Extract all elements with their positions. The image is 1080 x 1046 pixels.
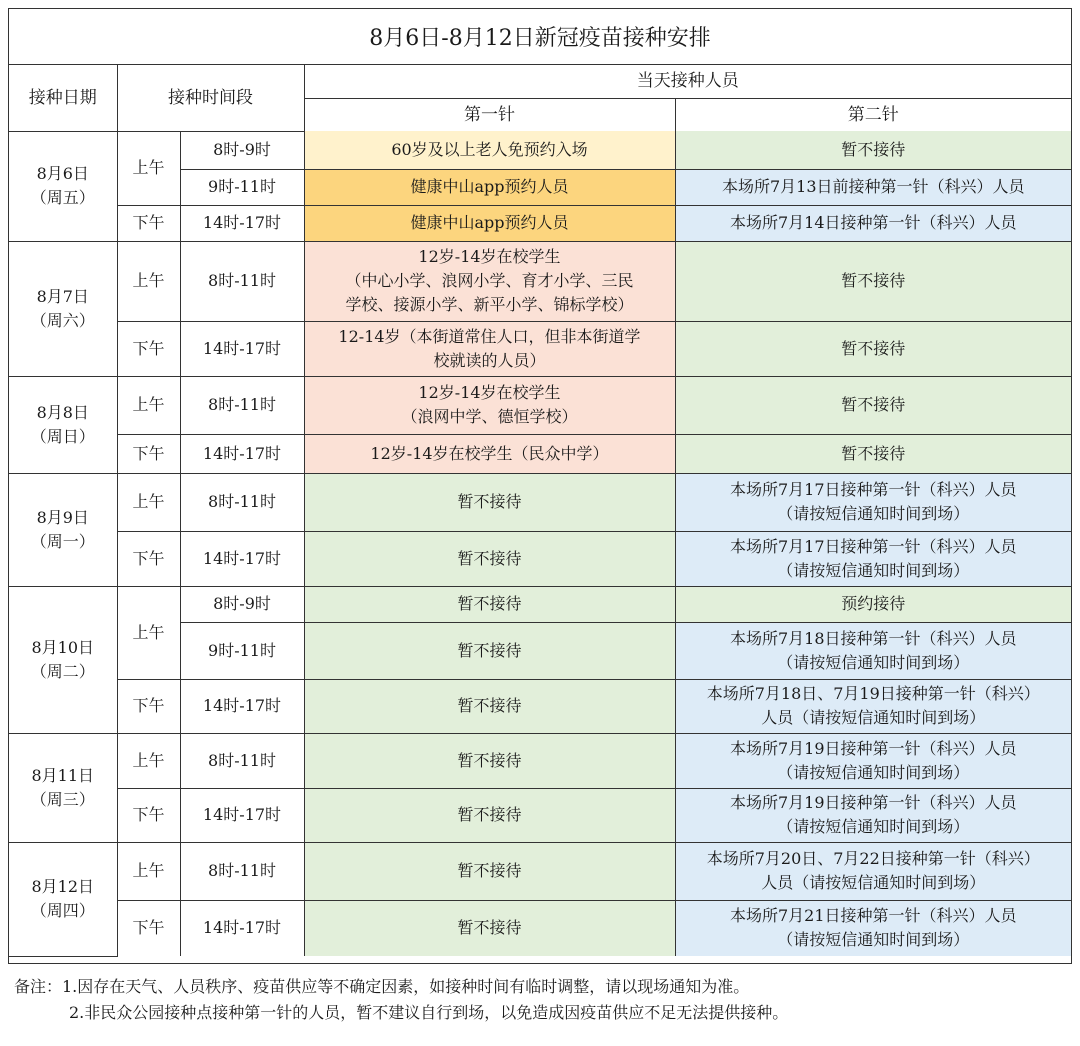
dose2-line: （请按短信通知时间到场） — [777, 930, 970, 950]
date-cell — [9, 376, 117, 473]
dose1-cell — [304, 131, 675, 169]
dose1-line: 校就读的人员） — [433, 350, 546, 370]
date-line: （周六） — [30, 310, 95, 330]
dose2-line: 暂不接待 — [841, 395, 906, 414]
dose2-cell — [675, 241, 1071, 321]
dose1-line: 暂不接待 — [457, 805, 522, 824]
note-line-2: 2.非民众公园接种点接种第一针的人员，暂不建议自行到场，以免造成因疫苗供应不足无法提供接种。 — [69, 1003, 789, 1022]
date-line: （周一） — [30, 531, 95, 551]
ampm-cell: 下午 — [117, 788, 180, 842]
dose2-line: 本场所7月19日接种第一针（科兴）人员 — [729, 793, 1017, 812]
page-title: 8月6日-8月12日新冠疫苗接种安排 — [9, 9, 1071, 65]
dose2-line: 人员（请按短信通知时间到场） — [761, 708, 986, 727]
dose2-cell — [675, 733, 1071, 788]
dose2-cell — [675, 900, 1071, 956]
dose2-line: （请按短信通知时间到场） — [777, 817, 970, 836]
dose1-cell — [304, 205, 675, 241]
dose1-line: 暂不接待 — [457, 492, 522, 511]
header-date: 接种日期 — [9, 65, 117, 131]
time-cell: 9时-11时 — [180, 622, 304, 679]
date-line: （周三） — [30, 789, 95, 809]
dose2-line: （请按短信通知时间到场） — [777, 652, 970, 672]
dose2-line: 人员（请按短信通知时间到场） — [761, 873, 986, 892]
ampm-cell: 上午 — [117, 842, 180, 900]
time-cell: 8时-11时 — [180, 473, 304, 531]
ampm-cell: 上午 — [117, 131, 180, 205]
dose2-line: 本场所7月14日接种第一针（科兴）人员 — [729, 213, 1017, 232]
note-line-1: 备注：1.因存在天气、人员秩序、疫苗供应等不确定因素，如接种时间有临时调整，请以现场通知为准。 — [14, 977, 750, 996]
dose2-line: 预约接待 — [841, 594, 906, 613]
date-line: 8月7日 — [36, 286, 89, 306]
ampm-cell: 上午 — [117, 241, 180, 321]
dose1-cell — [304, 376, 675, 434]
time-cell: 8时-9时 — [180, 586, 304, 622]
dose1-cell — [304, 321, 675, 376]
dose1-line: 暂不接待 — [457, 696, 522, 715]
time-cell: 14时-17时 — [180, 900, 304, 956]
dose2-line: 本场所7月18日接种第一针（科兴）人员 — [729, 628, 1017, 648]
dose1-line: 学校、接源小学、新平小学、锦标学校） — [345, 295, 634, 314]
dose2-line: 暂不接待 — [841, 443, 906, 463]
dose1-line: 12岁-14岁在校学生 — [418, 383, 561, 402]
date-cell — [9, 473, 117, 586]
ampm-cell: 上午 — [117, 376, 180, 434]
dose2-line: 暂不接待 — [841, 338, 906, 358]
header-dose1: 第一针 — [304, 98, 675, 131]
date-line: （周五） — [30, 188, 95, 207]
table-row — [9, 376, 1071, 434]
table-row — [9, 733, 1071, 788]
ampm-cell: 下午 — [117, 205, 180, 241]
dose2-cell — [675, 842, 1071, 900]
ampm-cell: 下午 — [117, 321, 180, 376]
notes — [14, 974, 788, 1026]
dose2-cell — [675, 622, 1071, 679]
dose2-line: 本场所7月13日前接种第一针（科兴）人员 — [721, 177, 1025, 196]
dose1-cell — [304, 241, 675, 321]
time-cell: 8时-11时 — [180, 733, 304, 788]
dose1-cell — [304, 900, 675, 956]
dose1-line: 暂不接待 — [457, 548, 522, 568]
time-cell: 8时-11时 — [180, 376, 304, 434]
date-line: 8月12日 — [31, 877, 95, 896]
table-row — [9, 131, 1071, 169]
time-cell: 14时-17时 — [180, 321, 304, 376]
table-row — [9, 473, 1071, 531]
dose2-line: 本场所7月18日、7月19日接种第一针（科兴） — [706, 684, 1040, 703]
date-line: （周日） — [30, 426, 95, 446]
ampm-cell: 下午 — [117, 679, 180, 733]
dose2-cell — [675, 586, 1071, 622]
time-cell: 8时-11时 — [180, 842, 304, 900]
dose2-line: 暂不接待 — [841, 271, 906, 290]
dose2-cell — [675, 434, 1071, 473]
dose2-cell — [675, 473, 1071, 531]
schedule-table — [9, 65, 1071, 957]
schedule-frame — [8, 8, 1072, 964]
dose2-cell — [675, 679, 1071, 733]
dose1-line: （中心小学、浪网小学、育才小学、三民 — [345, 271, 634, 290]
dose2-cell — [675, 169, 1071, 205]
date-line: 8月11日 — [31, 765, 95, 785]
dose1-cell — [304, 586, 675, 622]
dose1-line: 暂不接待 — [457, 640, 522, 660]
dose2-line: 本场所7月17日接种第一针（科兴）人员 — [729, 480, 1017, 499]
header-period: 接种时间段 — [117, 65, 304, 131]
ampm-cell: 上午 — [117, 733, 180, 788]
header-dose2: 第二针 — [675, 98, 1071, 131]
dose1-cell — [304, 169, 675, 205]
dose2-cell — [675, 321, 1071, 376]
table-row — [9, 205, 1071, 241]
dose2-line: 本场所7月20日、7月22日接种第一针（科兴） — [706, 849, 1040, 868]
dose1-line: 12-14岁（本街道常住人口，但非本街道学 — [338, 326, 641, 346]
dose2-cell — [675, 131, 1071, 169]
header-people: 当天接种人员 — [304, 65, 1071, 98]
table-row — [9, 531, 1071, 586]
table-row — [9, 321, 1071, 376]
date-line: 8月10日 — [31, 637, 95, 657]
date-line: 8月8日 — [36, 402, 89, 422]
dose2-cell — [675, 788, 1071, 842]
dose2-line: （请按短信通知时间到场） — [777, 762, 970, 782]
dose1-line: 健康中山app预约人员 — [410, 177, 569, 196]
ampm-cell: 下午 — [117, 900, 180, 956]
table-row — [9, 586, 1071, 622]
table-row — [9, 842, 1071, 900]
table-row — [9, 679, 1071, 733]
date-line: （周二） — [30, 661, 95, 681]
dose1-line: 60岁及以上老人免预约入场 — [391, 139, 588, 159]
date-line: 8月9日 — [36, 507, 89, 527]
dose2-cell — [675, 531, 1071, 586]
dose1-line: 暂不接待 — [457, 861, 522, 880]
time-cell: 9时-11时 — [180, 169, 304, 205]
date-cell — [9, 131, 117, 241]
ampm-cell: 上午 — [117, 586, 180, 679]
dose1-line: 健康中山app预约人员 — [410, 213, 569, 232]
time-cell: 14时-17时 — [180, 788, 304, 842]
table-row — [9, 788, 1071, 842]
dose1-line: 12岁-14岁在校学生 — [418, 247, 561, 266]
time-cell: 8时-11时 — [180, 241, 304, 321]
dose1-cell — [304, 531, 675, 586]
dose1-line: （浪网中学、德恒学校） — [401, 407, 578, 426]
time-cell: 14时-17时 — [180, 679, 304, 733]
dose1-line: 暂不接待 — [457, 594, 522, 613]
dose1-line: 暂不接待 — [457, 750, 522, 770]
dose1-cell — [304, 622, 675, 679]
dose2-line: 本场所7月17日接种第一针（科兴）人员 — [729, 536, 1017, 556]
date-cell — [9, 842, 117, 956]
dose1-line: 暂不接待 — [457, 918, 522, 938]
time-cell: 14时-17时 — [180, 434, 304, 473]
dose2-line: 本场所7月21日接种第一针（科兴）人员 — [729, 906, 1017, 926]
dose2-line: 暂不接待 — [841, 139, 906, 159]
date-line: （周四） — [30, 901, 95, 920]
dose1-cell — [304, 788, 675, 842]
dose2-line: （请按短信通知时间到场） — [777, 504, 970, 523]
schedule-body — [9, 131, 1071, 956]
dose1-cell — [304, 679, 675, 733]
date-cell — [9, 241, 117, 376]
dose1-cell — [304, 434, 675, 473]
dose2-cell — [675, 376, 1071, 434]
time-cell: 14时-17时 — [180, 531, 304, 586]
ampm-cell: 下午 — [117, 531, 180, 586]
dose1-line: 12岁-14岁在校学生（民众中学） — [370, 443, 609, 463]
dose2-line: （请按短信通知时间到场） — [777, 560, 970, 580]
date-line: 8月6日 — [36, 164, 89, 183]
dose1-cell — [304, 842, 675, 900]
dose1-cell — [304, 473, 675, 531]
time-cell: 14时-17时 — [180, 205, 304, 241]
date-cell — [9, 586, 117, 733]
date-cell — [9, 733, 117, 842]
ampm-cell: 上午 — [117, 473, 180, 531]
dose1-cell — [304, 733, 675, 788]
table-row — [9, 434, 1071, 473]
time-cell: 8时-9时 — [180, 131, 304, 169]
dose2-cell — [675, 205, 1071, 241]
dose2-line: 本场所7月19日接种第一针（科兴）人员 — [729, 738, 1017, 758]
ampm-cell: 下午 — [117, 434, 180, 473]
table-row — [9, 900, 1071, 956]
table-row — [9, 241, 1071, 321]
